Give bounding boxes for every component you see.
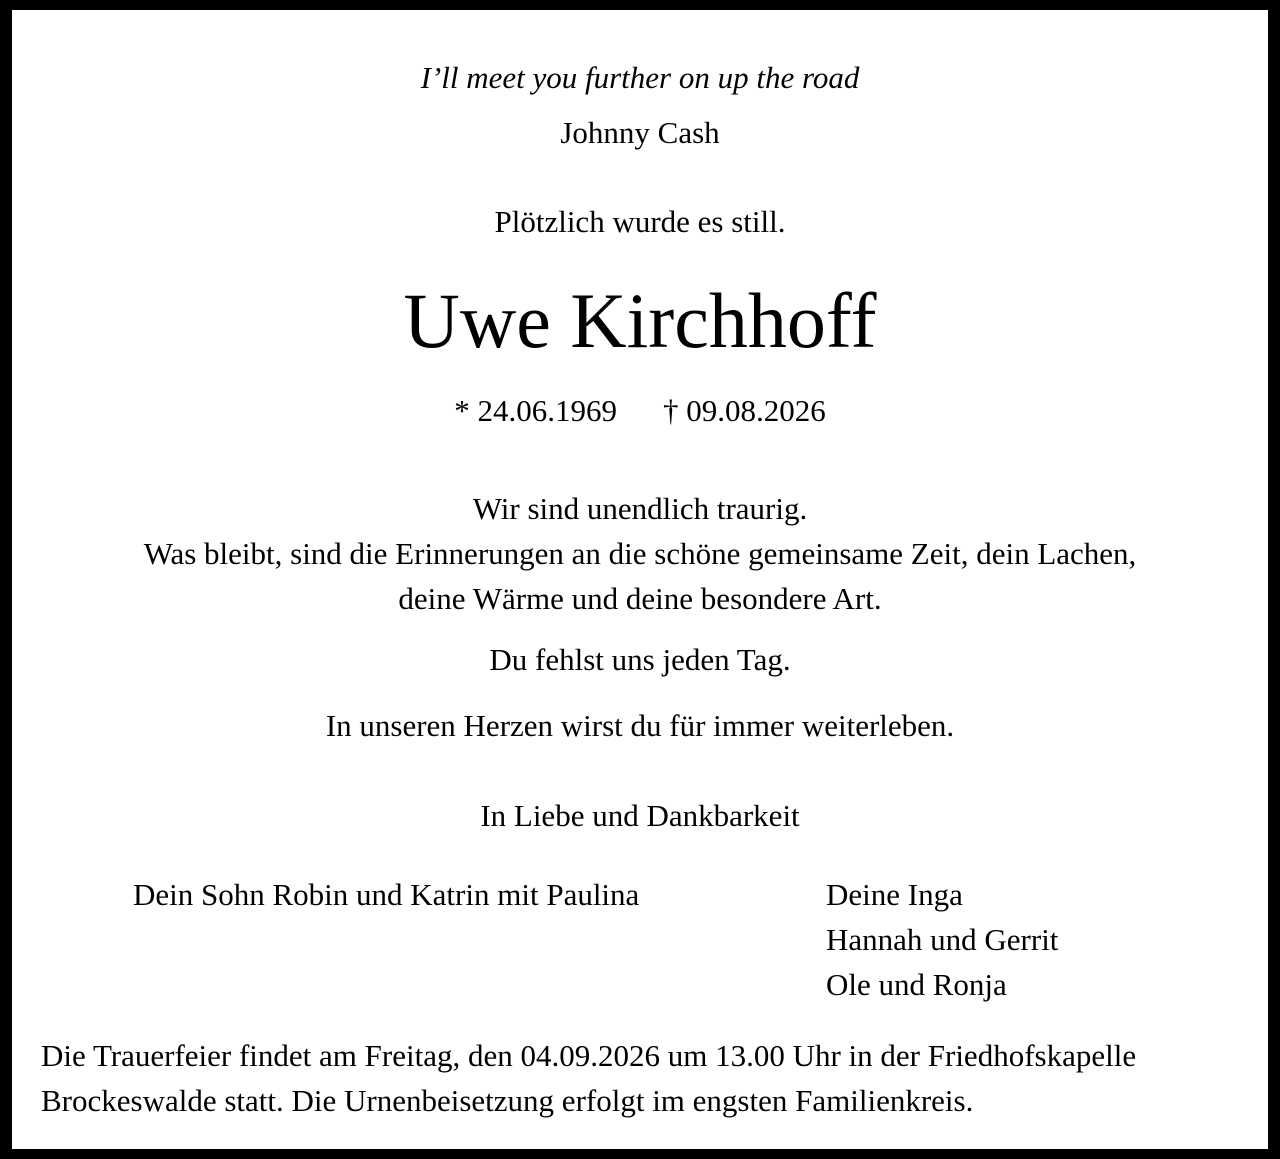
missing-line: Du fehlst uns jeden Tag. <box>489 642 791 677</box>
signature-left: Dein Sohn Robin und Katrin mit Paulina <box>133 877 640 912</box>
signature-name: Hannah und Gerrit <box>826 922 1059 957</box>
signature-right <box>826 872 1058 1007</box>
condolence-line: Wir sind unendlich traurig. <box>472 491 808 526</box>
intro-text: Plötzlich wurde es still. <box>494 204 786 239</box>
death-date: † 09.08.2026 <box>663 393 826 428</box>
condolence-line: Was bleibt, sind die Erinnerungen an die schöne gemeinsame Zeit, dein Lachen, <box>143 536 1137 571</box>
service-line: Brockeswalde statt. Die Urnenbeisetzung erfolgt im engsten Familienkreis. <box>41 1083 974 1118</box>
signature-name: Deine Inga <box>826 877 963 912</box>
service-line: Die Trauerfeier findet am Freitag, den 04.09.2026 um 13.00 Uhr in der Friedhofskapelle <box>41 1038 1137 1073</box>
closing-line: In Liebe und Dankbarkeit <box>480 798 800 833</box>
deceased-name: Uwe Kirchhoff <box>403 277 877 364</box>
service-info <box>41 1033 1136 1123</box>
quote-author: Johnny Cash <box>560 115 720 150</box>
condolence-line: deine Wärme und deine besondere Art. <box>398 581 882 616</box>
hearts-line: In unseren Herzen wirst du für immer weiterleben. <box>325 708 955 743</box>
life-dates <box>12 395 1268 426</box>
obituary-notice <box>12 10 1268 1149</box>
signature-name: Ole und Ronja <box>826 967 1007 1002</box>
condolence-text <box>12 486 1268 621</box>
birth-date: * 24.06.1969 <box>454 393 617 428</box>
quote-text: I’ll meet you further on up the road <box>420 60 860 95</box>
